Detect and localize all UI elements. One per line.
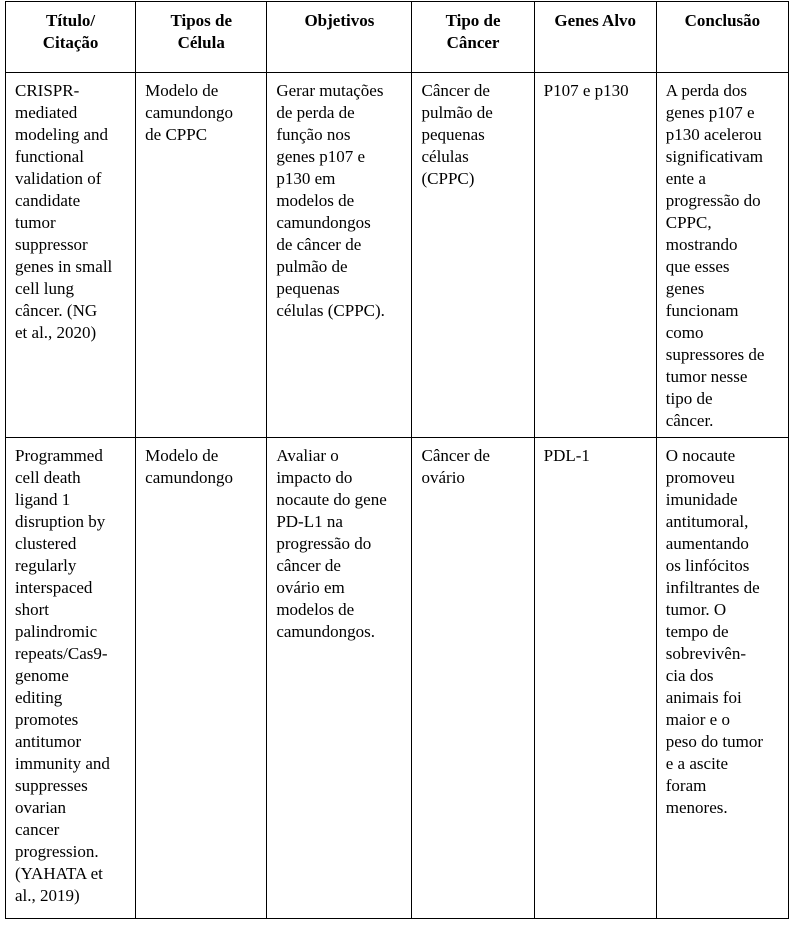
- header-label: Tipo de Câncer: [445, 11, 501, 52]
- cell-cancer-type: [412, 73, 534, 438]
- header-label: Conclusão: [684, 11, 761, 30]
- header-title-citation: [6, 2, 136, 73]
- cell-text: Modelo de camundongo: [145, 446, 233, 487]
- table-row: [6, 73, 789, 438]
- header-conclusion: [656, 2, 788, 73]
- header-cell-types: [136, 2, 267, 73]
- cell-text: Programmed cell death ligand 1 disruption by clustered regularly interspaced short palindromic repeats/Cas9- genome editing promotes antitumor immunity and suppresses ovarian cancer progression. (YAHATA et al., 2019): [15, 446, 110, 905]
- cell-text: Câncer de ovário: [421, 446, 490, 487]
- header-target-genes: [534, 2, 656, 73]
- header-cancer-type: [412, 2, 534, 73]
- cell-text: Gerar mutações de perda de função nos genes p107 e p130 em modelos de camundongos de câncer de pulmão de pequenas células (CPPC).: [276, 81, 385, 320]
- table-header-row: [6, 2, 789, 73]
- cell-text: PDL-1: [543, 446, 590, 465]
- header-label: Genes Alvo: [554, 11, 637, 30]
- table-row: [6, 438, 789, 919]
- cell-text: CRISPR- mediated modeling and functional validation of candidate tumor suppressor genes in small cell lung câncer. (NG et al., 2020): [15, 81, 113, 342]
- cell-text: Câncer de pulmão de pequenas células (CPPC): [421, 81, 493, 188]
- cell-title-citation: [6, 73, 136, 438]
- header-label: Tipos de Célula: [170, 11, 233, 52]
- cell-text: Avaliar o impacto do nocaute do gene PD-L1 na progressão do câncer de ovário em modelos de camundongos.: [276, 446, 387, 641]
- header-label: Objetivos: [304, 11, 375, 30]
- header-label: Título/ Citação: [42, 11, 99, 52]
- cell-cancer-type: [412, 438, 534, 919]
- cell-cell-types: [136, 438, 267, 919]
- cell-target-genes: [534, 73, 656, 438]
- cell-conclusion: [656, 73, 788, 438]
- cell-objectives: [267, 73, 412, 438]
- cell-text: O nocaute promoveu imunidade antitumoral, aumentando os linfócitos infiltrantes de tumor. O tempo de sobrevivên- cia dos animais foi maior e o peso do tumor e a ascite foram menores.: [665, 446, 764, 817]
- cell-cell-types: [136, 73, 267, 438]
- cell-text: P107 e p130: [543, 81, 629, 100]
- cell-target-genes: [534, 438, 656, 919]
- cell-text: A perda dos genes p107 e p130 acelerou significativam ente a progressão do CPPC, mostrando que esses genes funcionam como supressores de tumor nesse tipo de câncer.: [665, 81, 765, 430]
- cell-objectives: [267, 438, 412, 919]
- header-objectives: [267, 2, 412, 73]
- cell-conclusion: [656, 438, 788, 919]
- cell-text: Modelo de camundongo de CPPC: [145, 81, 233, 144]
- studies-table: [5, 1, 789, 919]
- cell-title-citation: [6, 438, 136, 919]
